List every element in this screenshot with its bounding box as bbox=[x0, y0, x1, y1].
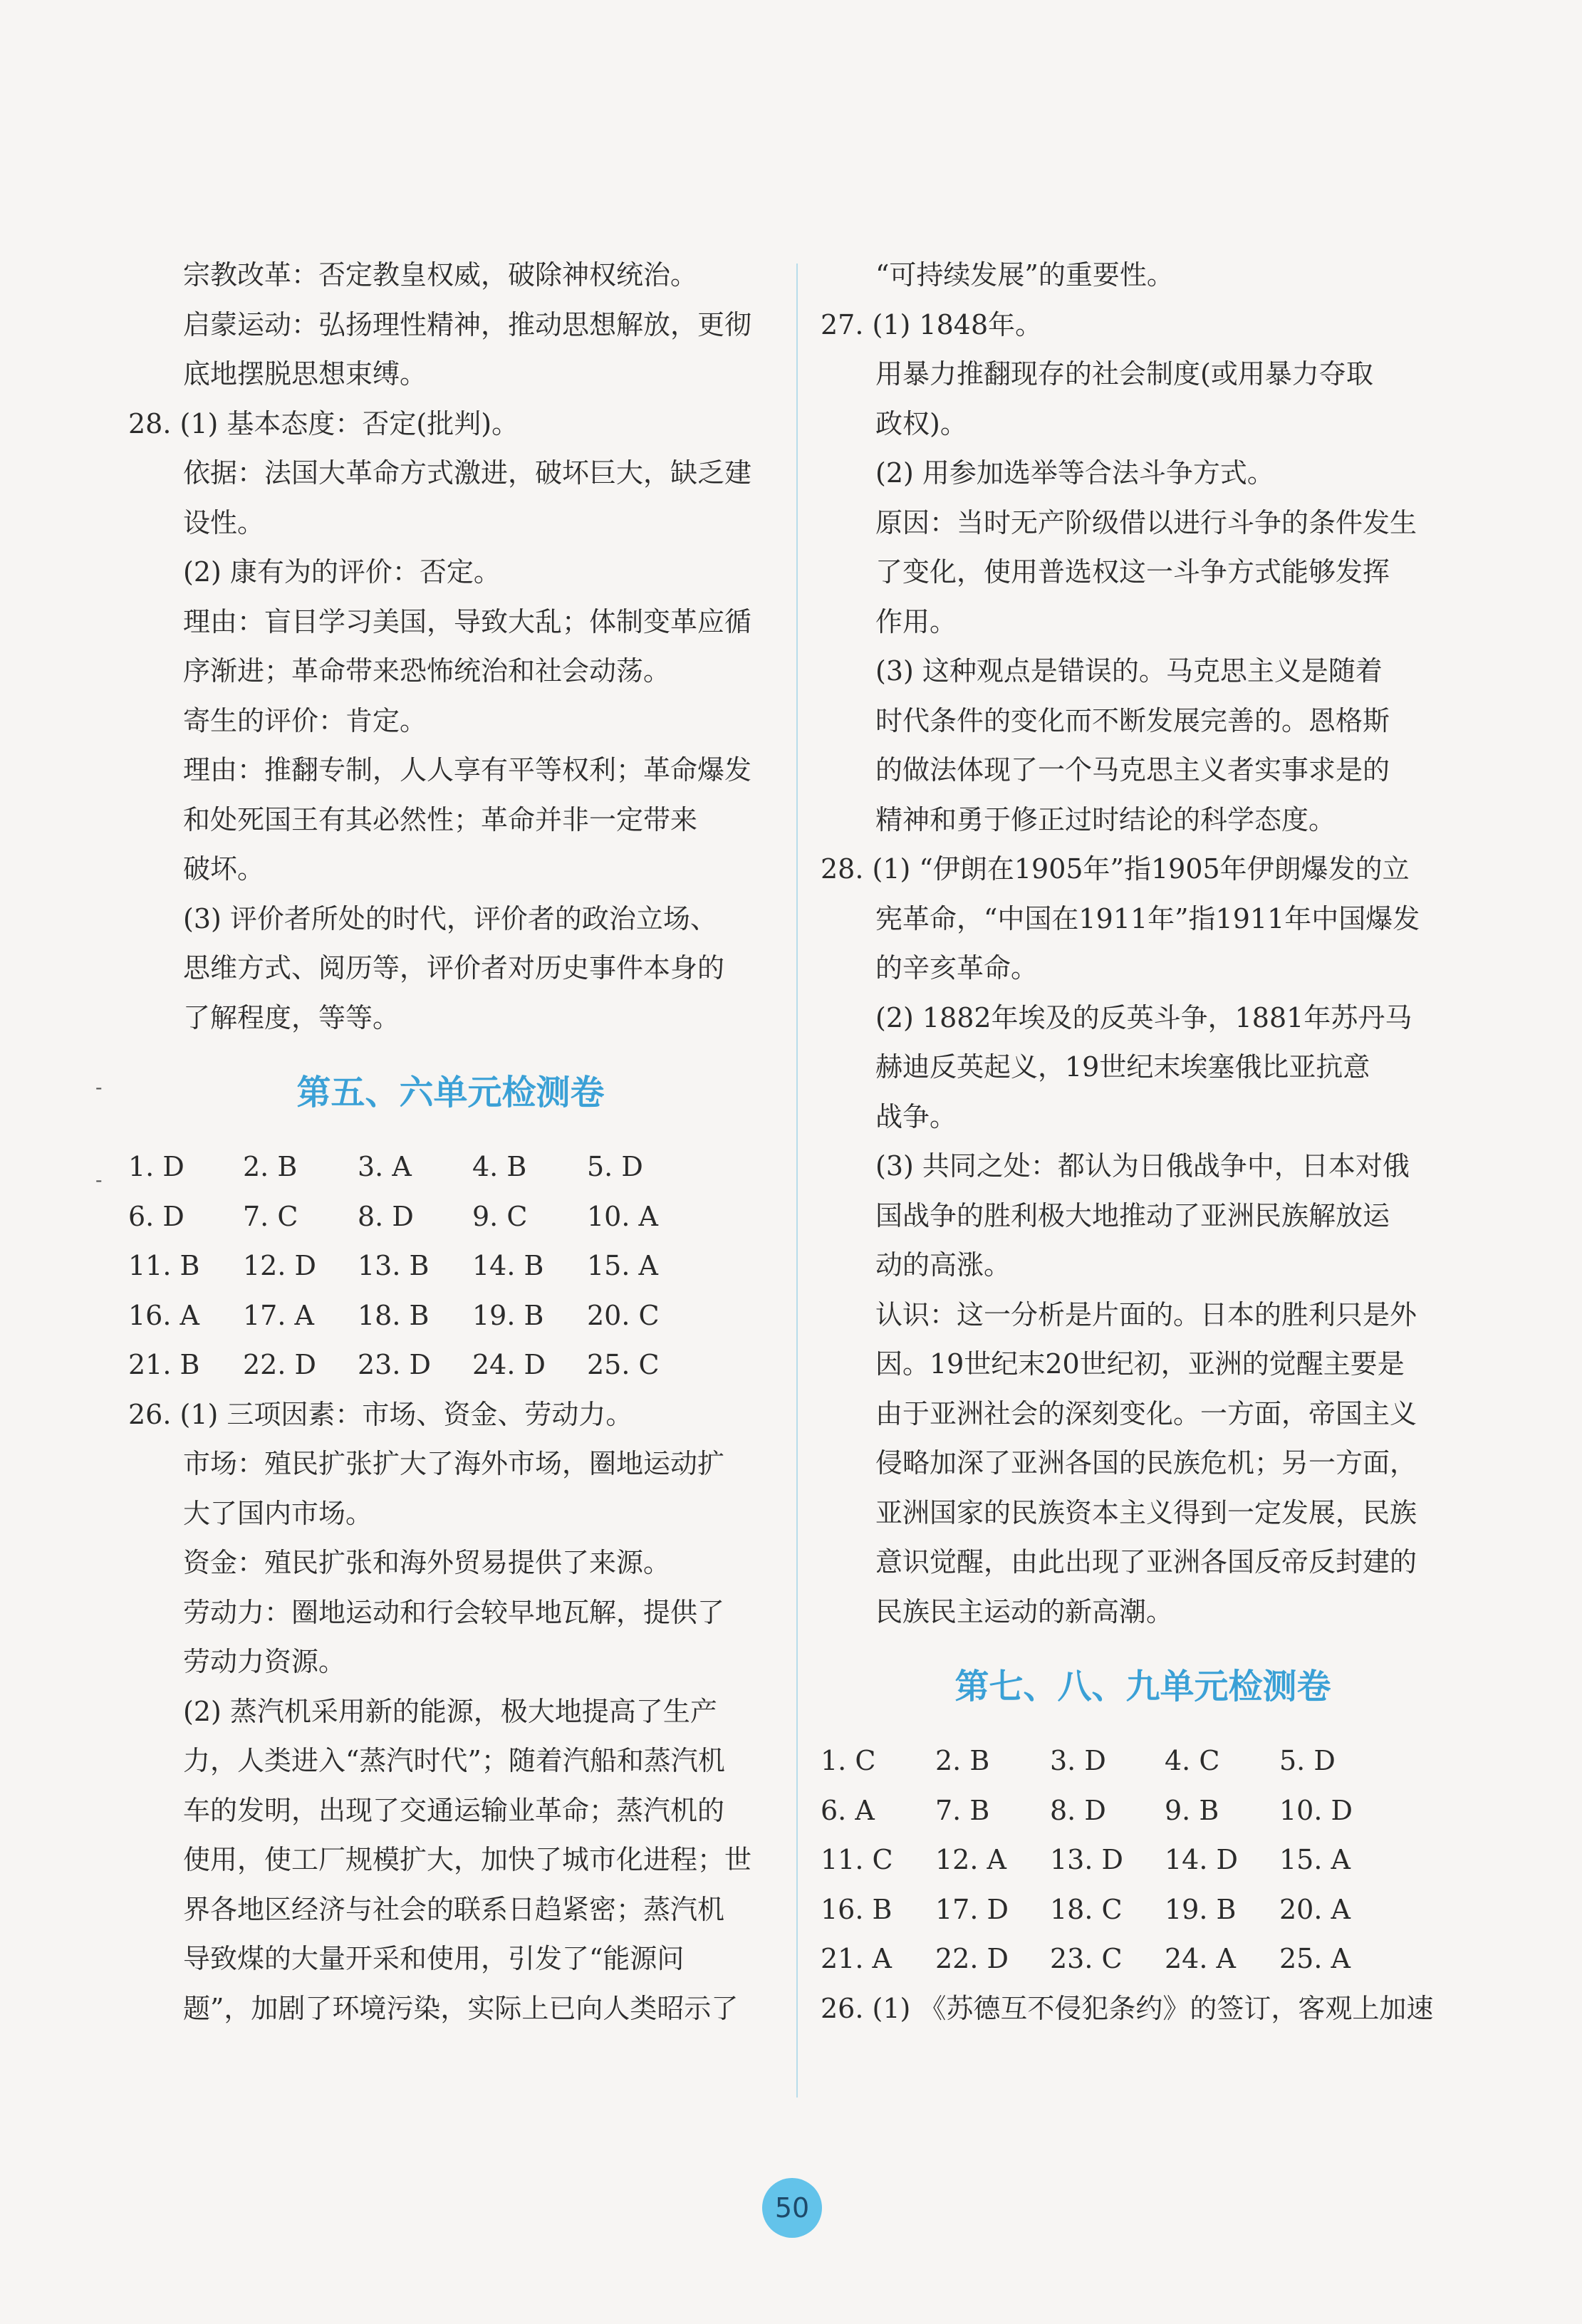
answer-item: 12. A bbox=[935, 1844, 1006, 1875]
answer-row bbox=[128, 1192, 773, 1242]
text-line: 设性。 bbox=[183, 506, 265, 538]
margin-mark: - bbox=[95, 1168, 103, 1192]
answer-item: 18. C bbox=[1050, 1893, 1123, 1925]
left-column bbox=[128, 251, 773, 2033]
text-line: 市场：殖民扩张扩大了海外市场，圈地运动扩 bbox=[183, 1448, 725, 1479]
answer-item: 9. C bbox=[472, 1200, 528, 1232]
text-line: 题”，加剧了环境污染，实际上已向人类昭示了 bbox=[183, 1992, 739, 2024]
text-line: 原因：当时无产阶级借以进行斗争的条件发生 bbox=[875, 506, 1417, 538]
text-line: (2) 康有为的评价：否定。 bbox=[183, 556, 501, 588]
answer-item: 5. D bbox=[1279, 1745, 1336, 1776]
right-text-block-b bbox=[821, 1984, 1465, 2034]
answer-item: 8. D bbox=[1050, 1794, 1106, 1826]
answer-item: 10. A bbox=[587, 1200, 658, 1232]
answer-row bbox=[821, 1786, 1465, 1836]
right-column bbox=[821, 251, 1465, 2033]
text-line: 动的高涨。 bbox=[875, 1249, 1011, 1281]
answer-item: 20. C bbox=[587, 1299, 660, 1331]
text-line: 和处死国王有其必然性；革命并非一定带来 bbox=[183, 803, 698, 835]
answer-item: 2. B bbox=[243, 1151, 298, 1182]
answer-item: 22. D bbox=[243, 1349, 316, 1380]
answer-item: 7. B bbox=[935, 1794, 990, 1826]
answer-item: 17. D bbox=[935, 1893, 1009, 1925]
answer-item: 8. D bbox=[358, 1200, 414, 1232]
answer-item: 6. D bbox=[128, 1200, 184, 1232]
answer-item: 11. C bbox=[821, 1844, 893, 1875]
answer-item: 4. B bbox=[472, 1151, 527, 1182]
left-text-block-b bbox=[128, 1390, 773, 2034]
text-line: 导致煤的大量开采和使用，引发了“能源问 bbox=[183, 1943, 685, 1974]
answer-item: 16. B bbox=[821, 1893, 893, 1925]
answer-row bbox=[821, 1835, 1465, 1885]
answer-item: 24. D bbox=[472, 1349, 546, 1380]
answer-item: 15. A bbox=[587, 1250, 658, 1281]
answer-item: 17. A bbox=[243, 1299, 314, 1331]
text-line: 劳动力资源。 bbox=[183, 1646, 346, 1677]
answer-item: 15. A bbox=[1279, 1844, 1351, 1875]
answer-item: 14. B bbox=[472, 1250, 544, 1281]
answer-row bbox=[128, 1142, 773, 1192]
answer-item: 13. D bbox=[1050, 1844, 1123, 1875]
answer-row bbox=[128, 1340, 773, 1390]
answer-row bbox=[128, 1241, 773, 1291]
answer-item: 21. A bbox=[821, 1943, 892, 1974]
answer-item: 14. D bbox=[1165, 1844, 1238, 1875]
answer-row bbox=[821, 1934, 1465, 1984]
answer-item: 6. A bbox=[821, 1794, 875, 1826]
answer-item: 5. D bbox=[587, 1151, 643, 1182]
text-line: 破坏。 bbox=[183, 853, 265, 885]
text-line: 资金：殖民扩张和海外贸易提供了来源。 bbox=[183, 1547, 671, 1578]
text-line: 力，人类进入“蒸汽时代”；随着汽船和蒸汽机 bbox=[183, 1745, 725, 1776]
text-line: 界各地区经济与社会的联系日趋紧密；蒸汽机 bbox=[183, 1893, 725, 1925]
text-line: 序渐进；革命带来恐怖统治和社会动荡。 bbox=[183, 655, 671, 687]
answer-item: 23. C bbox=[1050, 1943, 1123, 1974]
text-line: 认识：这一分析是片面的。日本的胜利只是外 bbox=[875, 1298, 1417, 1330]
text-line: 底地摆脱思想束缚。 bbox=[183, 358, 427, 390]
right-text-block-a bbox=[821, 251, 1465, 1637]
text-line: 用暴力推翻现存的社会制度(或用暴力夺取 bbox=[875, 358, 1373, 390]
text-line: (2) 用参加选举等合法斗争方式。 bbox=[875, 457, 1274, 489]
text-line: (3) 评价者所处的时代，评价者的政治立场、 bbox=[183, 902, 717, 934]
text-line: 政权)。 bbox=[875, 407, 967, 439]
text-line: 宗教改革：否定教皇权威，破除神权统治。 bbox=[183, 259, 698, 291]
text-line: 大了国内市场。 bbox=[183, 1497, 373, 1529]
text-line: 26. (1) 《苏德互不侵犯条约》的签订，客观上加速 bbox=[821, 1992, 1434, 2024]
text-line: 依据：法国大革命方式激进，破坏巨大，缺乏建 bbox=[183, 457, 752, 489]
text-line: “可持续发展”的重要性。 bbox=[875, 259, 1174, 291]
answer-item: 16. A bbox=[128, 1299, 199, 1331]
text-line: 理由：盲目学习美国，导致大乱；体制变革应循 bbox=[183, 605, 752, 637]
right-answer-grid bbox=[821, 1736, 1465, 1984]
answer-item: 25. A bbox=[1279, 1943, 1351, 1974]
text-line: 由于亚洲社会的深刻变化。一方面，帝国主义 bbox=[875, 1397, 1417, 1429]
text-line: 战争。 bbox=[875, 1100, 957, 1132]
text-line: 车的发明，出现了交通运输业革命；蒸汽机的 bbox=[183, 1794, 725, 1826]
section-heading-units-7-8-9: 第七、八、九单元检测卷 bbox=[954, 1667, 1331, 1706]
text-line: 思维方式、阅历等，评价者对历史事件本身的 bbox=[183, 952, 725, 984]
answer-item: 20. A bbox=[1279, 1893, 1351, 1925]
left-text-block-a bbox=[128, 251, 773, 1043]
text-line: (3) 这种观点是错误的。马克思主义是随着 bbox=[875, 655, 1383, 687]
text-line: 侵略加深了亚洲各国的民族危机；另一方面， bbox=[875, 1447, 1417, 1479]
answer-row bbox=[821, 1885, 1465, 1935]
left-answer-grid bbox=[128, 1142, 773, 1390]
text-line: 27. (1) 1848年。 bbox=[821, 308, 1043, 340]
text-line: 意识觉醒，由此出现了亚洲各国反帝反封建的 bbox=[875, 1546, 1417, 1578]
answer-item: 1. D bbox=[128, 1151, 184, 1182]
answer-item: 22. D bbox=[935, 1943, 1009, 1974]
section-heading-units-5-6: 第五、六单元检测卷 bbox=[296, 1073, 605, 1113]
text-line: 28. (1) “伊朗在1905年”指1905年伊朗爆发的立 bbox=[821, 853, 1410, 885]
text-line: 因。19世纪末20世纪初，亚洲的觉醒主要是 bbox=[875, 1348, 1405, 1380]
text-line: 作用。 bbox=[875, 605, 957, 637]
text-line: 的做法体现了一个马克思主义者实事求是的 bbox=[875, 754, 1390, 786]
answer-item: 3. D bbox=[1050, 1745, 1106, 1776]
answer-item: 25. C bbox=[587, 1349, 660, 1380]
text-line: 了变化，使用普选权这一斗争方式能够发挥 bbox=[875, 556, 1390, 588]
text-line: (3) 共同之处：都认为日俄战争中，日本对俄 bbox=[875, 1150, 1410, 1182]
answer-item: 23. D bbox=[358, 1349, 431, 1380]
text-line: 启蒙运动：弘扬理性精神，推动思想解放，更彻 bbox=[183, 308, 752, 340]
text-line: 宪革命，“中国在1911年”指1911年中国爆发 bbox=[875, 902, 1420, 934]
column-divider bbox=[796, 264, 798, 2098]
text-line: 时代条件的变化而不断发展完善的。恩格斯 bbox=[875, 704, 1390, 736]
text-line: 劳动力：圈地运动和行会较早地瓦解，提供了 bbox=[183, 1596, 725, 1628]
text-line: 了解程度，等等。 bbox=[183, 1001, 400, 1033]
answer-item: 19. B bbox=[472, 1299, 544, 1331]
answer-item: 24. A bbox=[1165, 1943, 1236, 1974]
answer-item: 11. B bbox=[128, 1250, 200, 1281]
text-line: 理由：推翻专制，人人享有平等权利；革命爆发 bbox=[183, 754, 752, 786]
answer-row bbox=[821, 1736, 1465, 1786]
text-line: 寄生的评价：肯定。 bbox=[183, 704, 427, 736]
answer-item: 2. B bbox=[935, 1745, 990, 1776]
text-line: 28. (1) 基本态度：否定(批判)。 bbox=[128, 407, 519, 439]
answer-item: 10. D bbox=[1279, 1794, 1353, 1826]
answer-item: 3. A bbox=[358, 1151, 412, 1182]
text-line: (2) 1882年埃及的反英斗争，1881年苏丹马 bbox=[875, 1001, 1412, 1033]
answer-item: 19. B bbox=[1165, 1893, 1237, 1925]
text-line: 的辛亥革命。 bbox=[875, 952, 1039, 984]
text-line: 使用，使工厂规模扩大，加快了城市化进程；世 bbox=[183, 1844, 752, 1875]
text-line: (2) 蒸汽机采用新的能源，极大地提高了生产 bbox=[183, 1695, 717, 1727]
page-number: 50 bbox=[762, 2178, 822, 2238]
text-line: 亚洲国家的民族资本主义得到一定发展，民族 bbox=[875, 1496, 1417, 1528]
margin-mark: - bbox=[95, 1075, 103, 1099]
answer-item: 13. B bbox=[358, 1250, 430, 1281]
answer-item: 7. C bbox=[243, 1200, 298, 1232]
answer-item: 4. C bbox=[1165, 1745, 1220, 1776]
text-line: 国战争的胜利极大地推动了亚洲民族解放运 bbox=[875, 1199, 1390, 1231]
text-line: 精神和勇于修正过时结论的科学态度。 bbox=[875, 803, 1336, 835]
answer-item: 1. C bbox=[821, 1745, 876, 1776]
text-line: 26. (1) 三项因素：市场、资金、劳动力。 bbox=[128, 1398, 633, 1430]
answer-item: 12. D bbox=[243, 1250, 316, 1281]
text-line: 民族民主运动的新高潮。 bbox=[875, 1595, 1174, 1627]
answer-item: 21. B bbox=[128, 1349, 200, 1380]
answer-row bbox=[128, 1291, 773, 1341]
answer-item: 18. B bbox=[358, 1299, 430, 1331]
text-line: 赫迪反英起义，19世纪末埃塞俄比亚抗意 bbox=[875, 1051, 1370, 1083]
answer-item: 9. B bbox=[1165, 1794, 1219, 1826]
